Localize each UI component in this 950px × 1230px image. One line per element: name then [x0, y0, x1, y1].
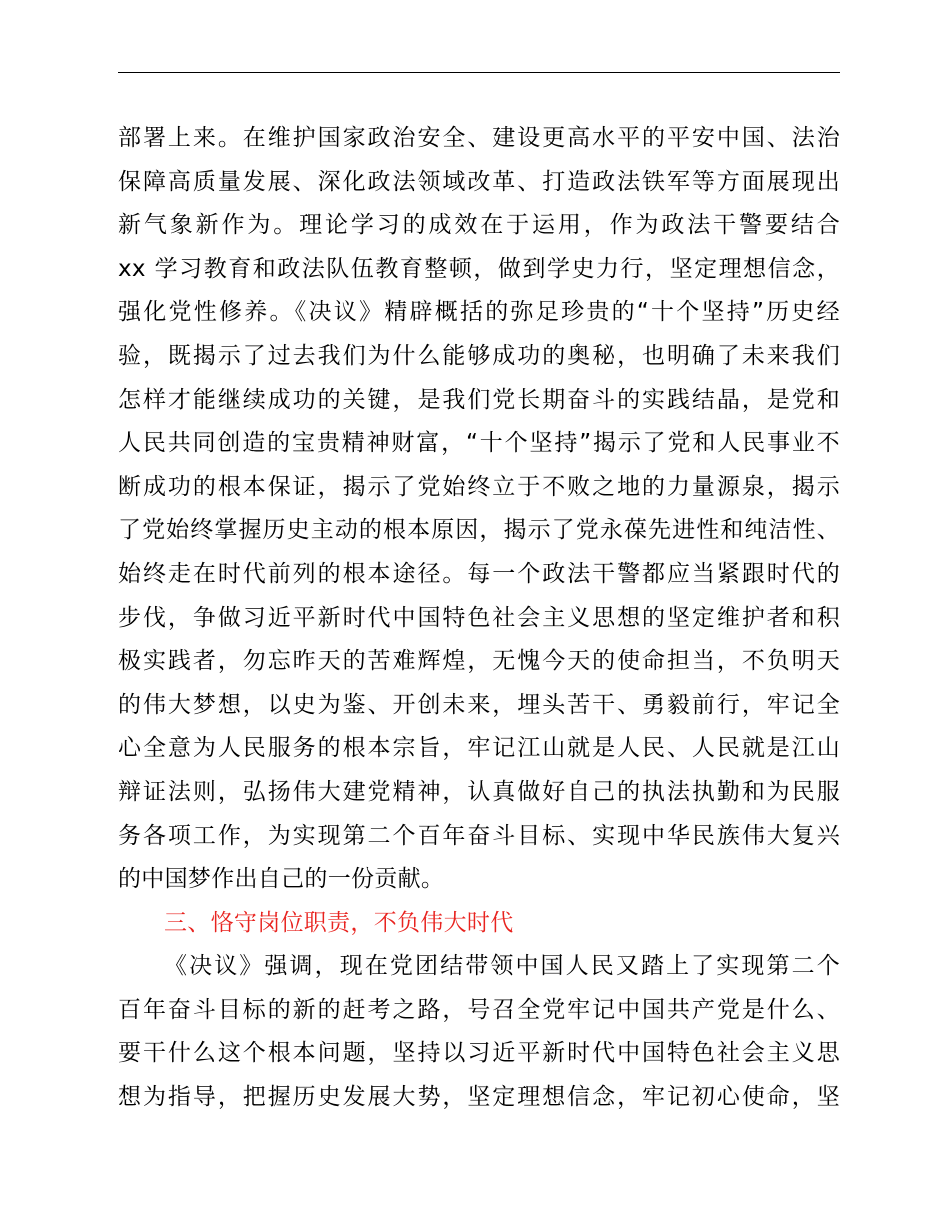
document-body	[118, 117, 840, 1120]
text-line: 验，既揭示了过去我们为什么能够成功的奥秘，也明确了未来我们	[118, 342, 840, 369]
text-line: 极实践者，勿忘昨天的苦难辉煌，无愧今天的使命担当，不负明天	[118, 648, 840, 675]
text-line: 断成功的根本保证，揭示了党始终立于不败之地的力量源泉，揭示	[118, 473, 840, 500]
text-line: 始终走在时代前列的根本途径。每一个政法干警都应当紧跟时代的	[118, 560, 840, 587]
text-line: 保障高质量发展、深化政法领域改革、打造政法铁军等方面展现出	[118, 168, 840, 195]
text-line: 人民共同创造的宝贵精神财富，“十个坚持”揭示了党和人民事业不	[118, 430, 840, 457]
text-line: 务各项工作，为实现第二个百年奋斗目标、实现中华民族伟大复兴	[118, 822, 840, 849]
text-line: 《决议》强调，现在党团结带领中国人民又踏上了实现第二个	[164, 953, 840, 980]
text-line: 要干什么这个根本问题，坚持以习近平新时代中国特色社会主义思	[118, 1040, 840, 1067]
text-line: 想为指导，把握历史发展大势，坚定理想信念，牢记初心使命，坚	[118, 1084, 840, 1111]
section-heading: 三、恪守岗位职责，不负伟大时代	[164, 909, 514, 936]
text-line: 强化党性修养。《决议》精辟概括的弥足珍贵的“十个坚持”历史经	[118, 299, 840, 326]
paragraph-2	[118, 945, 840, 1119]
text-line: 的中国梦作出自己的一份贡献。	[118, 866, 445, 893]
text-line: 部署上来。在维护国家政治安全、建设更高水平的平安中国、法治	[118, 125, 840, 151]
text-line: 新气象新作为。理论学习的成效在于运用，作为政法干警要结合	[118, 212, 840, 239]
header-rule	[118, 72, 840, 73]
text-line: 心全意为人民服务的根本宗旨，牢记江山就是人民、人民就是江山	[118, 735, 840, 762]
text-line: 怎样才能继续成功的关键，是我们党长期奋斗的实践结晶，是党和	[118, 386, 840, 413]
text-line: 了党始终掌握历史主动的根本原因，揭示了党永葆先进性和纯洁性、	[118, 517, 840, 544]
text-line: 的伟大梦想，以史为鉴、开创未来，埋头苦干、勇毅前行，牢记全	[118, 691, 840, 718]
paragraph-1	[118, 117, 840, 902]
text-line: 百年奋斗目标的新的赶考之路，号召全党牢记中国共产党是什么、	[118, 996, 840, 1023]
text-line: 步伐，争做习近平新时代中国特色社会主义思想的坚定维护者和积	[118, 604, 840, 631]
text-line: xx 学习教育和政法队伍教育整顿，做到学史力行，坚定理想信念，	[118, 255, 840, 282]
text-line: 辩证法则，弘扬伟大建党精神，认真做好自己的执法执勤和为民服	[118, 778, 840, 805]
